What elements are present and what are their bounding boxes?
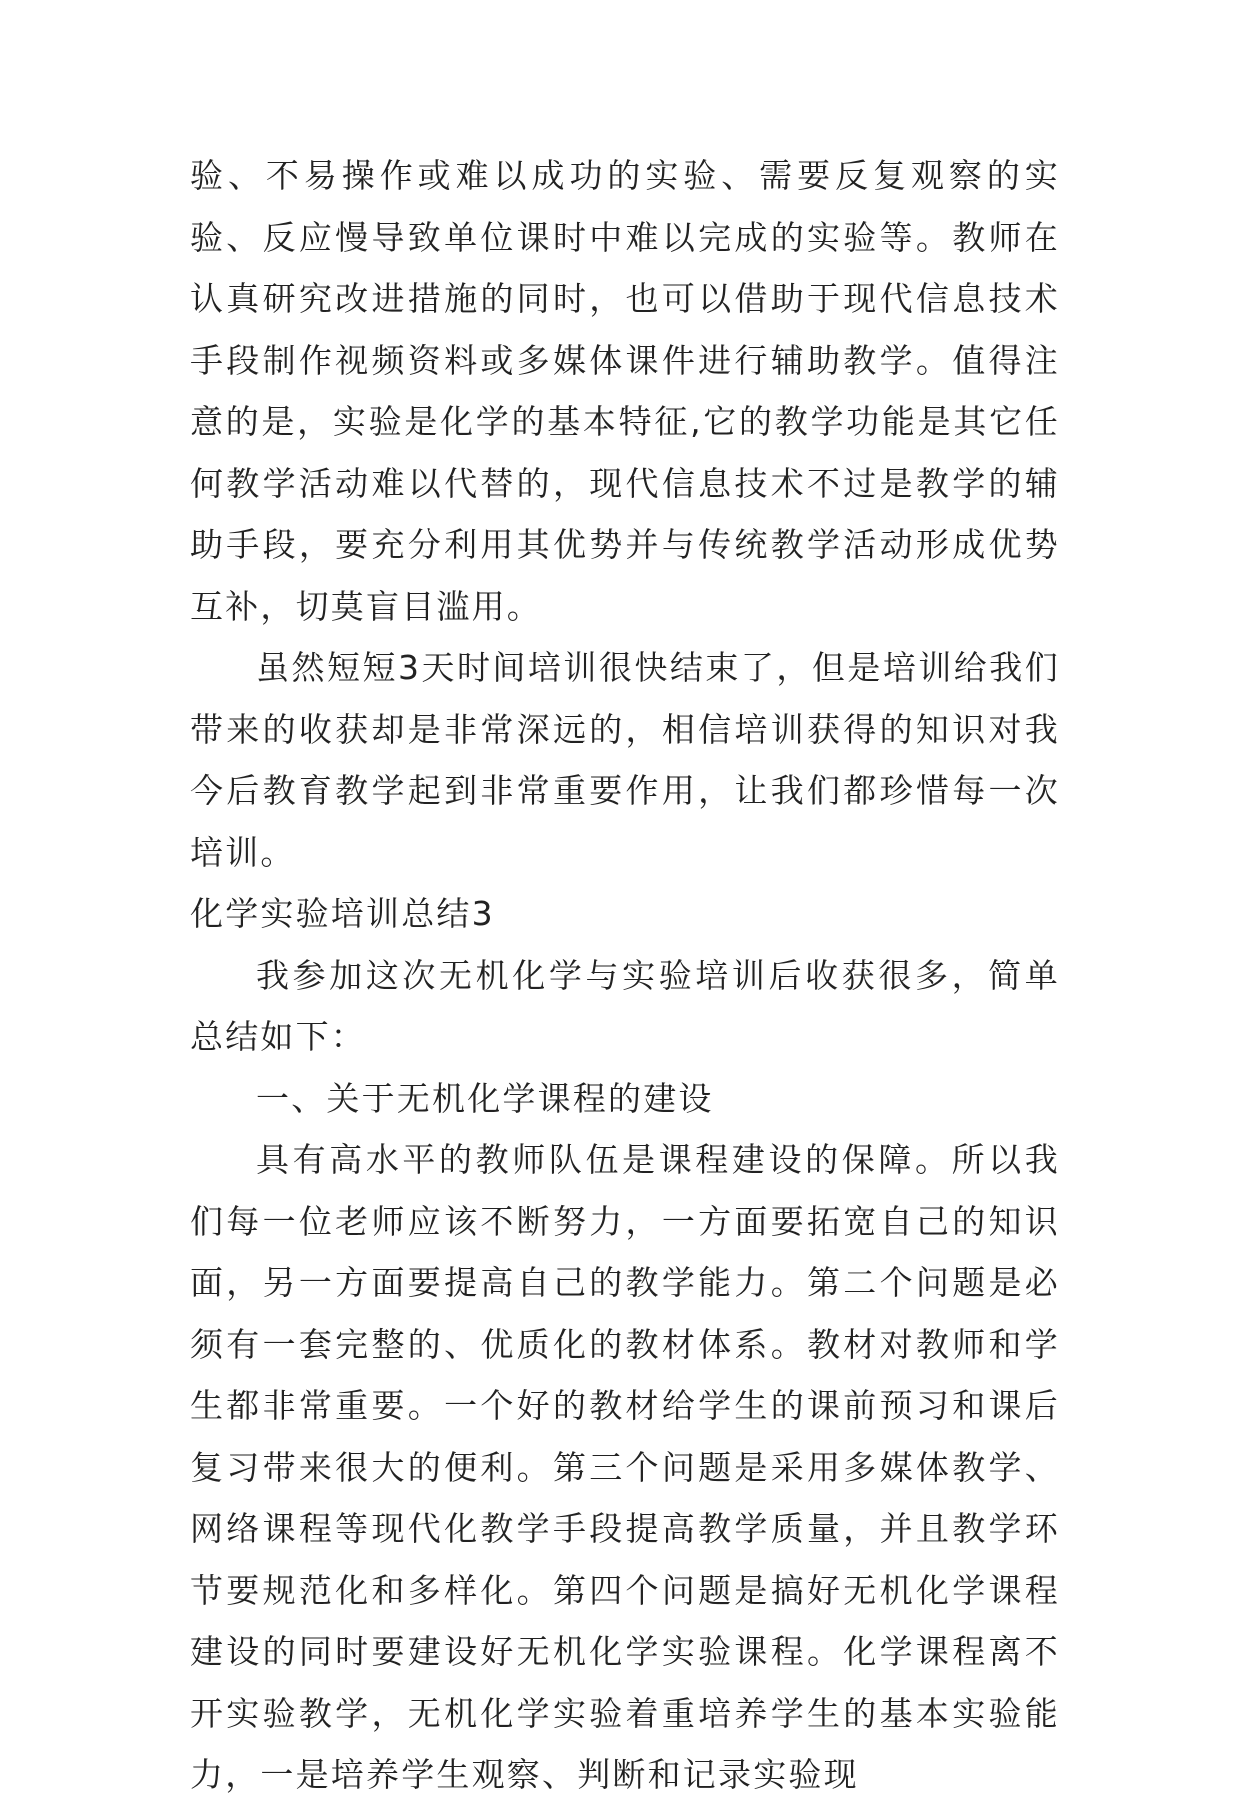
- section-heading: 化学实验培训总结3: [190, 894, 495, 933]
- paragraph-training-conclusion: 虽然短短3天时间培训很快结束了，但是培训给我们带来的收获却是非常深远的，相信培训获得的知识对我今后教育教学起到非常重要作用，让我们都珍惜每一次培训。: [190, 648, 1060, 872]
- document-body: [190, 145, 1060, 1806]
- paragraph-course-details: 具有高水平的教师队伍是课程建设的保障。所以我们每一位老师应该不断努力，一方面要拓宽自己的知识面，另一方面要提高自己的教学能力。第二个问题是必须有一套完整的、优质化的教材体系。教材对教师和学生都非常重要。一个好的教材给学生的课前预习和课后复习带来很大的便利。第三个问题是采用多媒体教学、网络课程等现代化教学手段提高教学质量，并且教学环节要规范化和多样化。第四个问题是搞好无机化学课程建设的同时要建设好无机化学实验课程。化学课程离不开实验教学，无机化学实验着重培养学生的基本实验能力，一是培养学生观察、判断和记录实验现: [190, 1140, 1060, 1794]
- paragraph-continuation: 验、不易操作或难以成功的实验、需要反复观察的实验、反应慢导致单位课时中难以完成的实验等。教师在认真研究改进措施的同时，也可以借助于现代信息技术手段制作视频资料或多媒体课件进行辅助教学。值得注意的是，实验是化学的基本特征,它的教学功能是其它任何教学活动难以代替的，现代信息技术不过是教学的辅助手段，要充分利用其优势并与传统教学活动形成优势互补，切莫盲目滥用。: [190, 156, 1060, 626]
- subheading-course-construction: 一、关于无机化学课程的建设: [256, 1078, 714, 1118]
- paragraph-intro: 我参加这次无机化学与实验培训后收获很多，简单总结如下：: [190, 955, 1060, 1056]
